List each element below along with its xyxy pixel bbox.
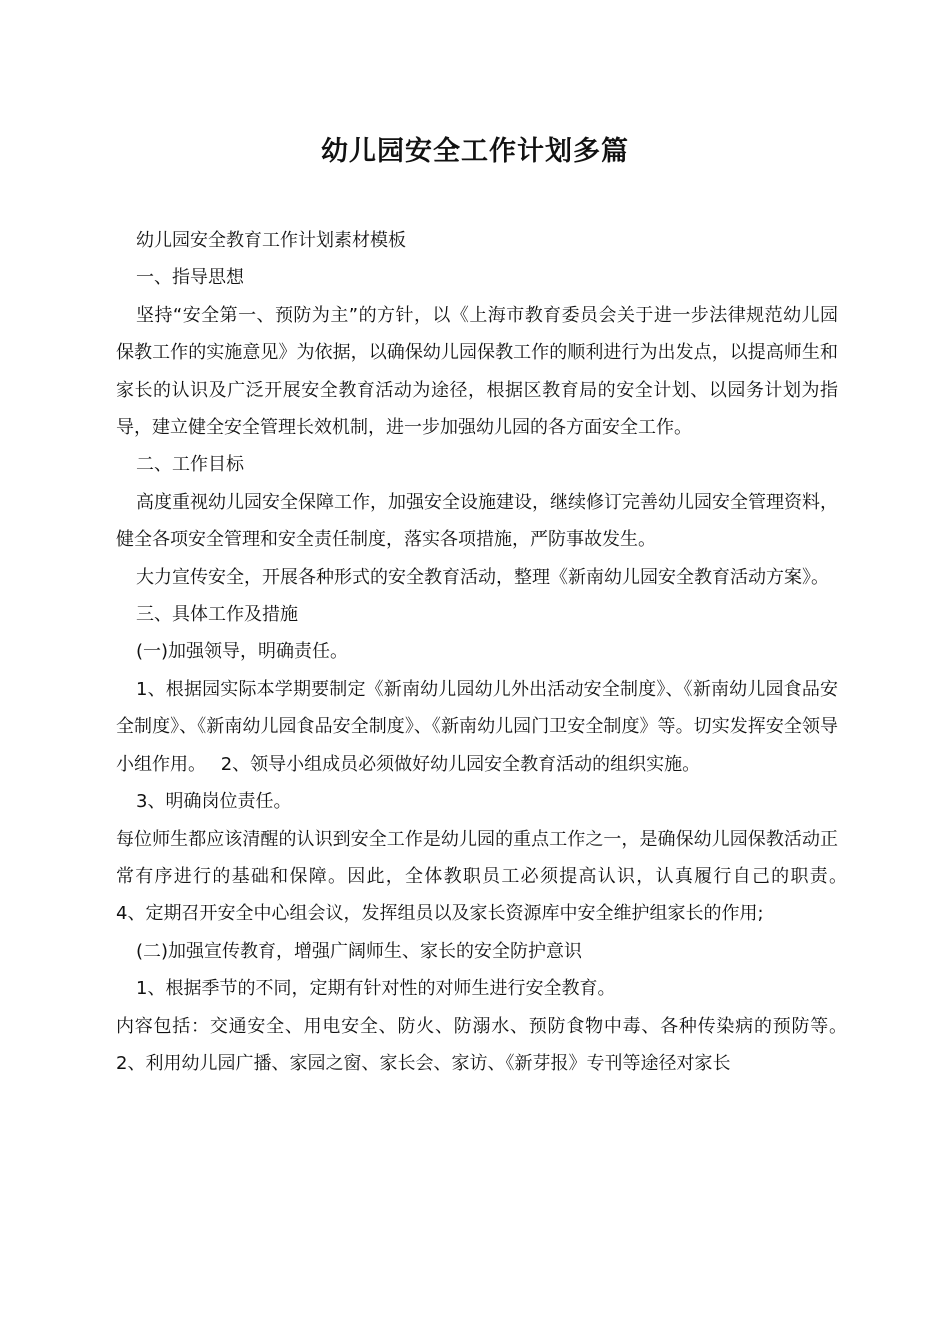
paragraph: 坚持“安全第一、预防为主”的方针，以《上海市教育委员会关于进一步法律规范幼儿园保教工作的实施意见》为依据，以确保幼儿园保教工作的顺利进行为出发点，以提高师生和家长的认识及广泛开展安全教育活动为途径，根据区教育局的安全计划、以园务计划为指导，建立健全安全管理长效机制，进一步加强幼儿园的各方面安全工作。 bbox=[116, 304, 838, 439]
paragraph: 高度重视幼儿园安全保障工作，加强安全设施建设，继续修订完善幼儿园安全管理资料，健全各项安全管理和安全责任制度，落实各项措施，严防事故发生。 bbox=[116, 491, 838, 551]
paragraph: (一)加强领导，明确责任。 bbox=[136, 641, 349, 663]
paragraph: 1、根据园实际本学期要制定《新南幼儿园幼儿外出活动安全制度》、《新南幼儿园食品安全制度》、《新南幼儿园食品安全制度》、《新南幼儿园门卫安全制度》等。切实发挥安全领导小组作用。 2、领导小组成员必须做好幼儿园安全教育活动的组织实施。 bbox=[116, 678, 838, 775]
paragraph: 3、明确岗位责任。 bbox=[136, 791, 292, 813]
document-body bbox=[116, 222, 862, 1082]
paragraph: (二)加强宣传教育，增强广阔师生、家长的安全防护意识 bbox=[136, 940, 583, 962]
paragraph: 内容包括：交通安全、用电安全、防火、防溺水、预防食物中毒、各种传染病的预防等。 2、利用幼儿园广播、家园之窗、家长会、家访、《新芽报》专刊等途径对家长 bbox=[116, 1015, 862, 1074]
document-title: 幼儿园安全工作计划多篇 bbox=[321, 136, 629, 167]
paragraph: 幼儿园安全教育工作计划素材模板 bbox=[136, 230, 406, 251]
paragraph: 二、工作目标 bbox=[136, 454, 244, 476]
paragraph: 三、具体工作及措施 bbox=[136, 604, 298, 626]
paragraph: 1、根据季节的不同，定期有针对性的对师生进行安全教育。 bbox=[136, 978, 616, 1000]
paragraph: 大力宣传安全，开展各种形式的安全教育活动，整理《新南幼儿园安全教育活动方案》。 bbox=[136, 566, 829, 588]
paragraph: 每位师生都应该清醒的认识到安全工作是幼儿园的重点工作之一，是确保幼儿园保教活动正常有序进行的基础和保障。因此，全体教职员工必须提高认识，认真履行自己的职责。 4、定期召开安全中心组会议，发挥组员以及家长资源库中安全维护组家长的作用; bbox=[116, 828, 862, 925]
paragraph: 一、指导思想 bbox=[136, 267, 244, 289]
